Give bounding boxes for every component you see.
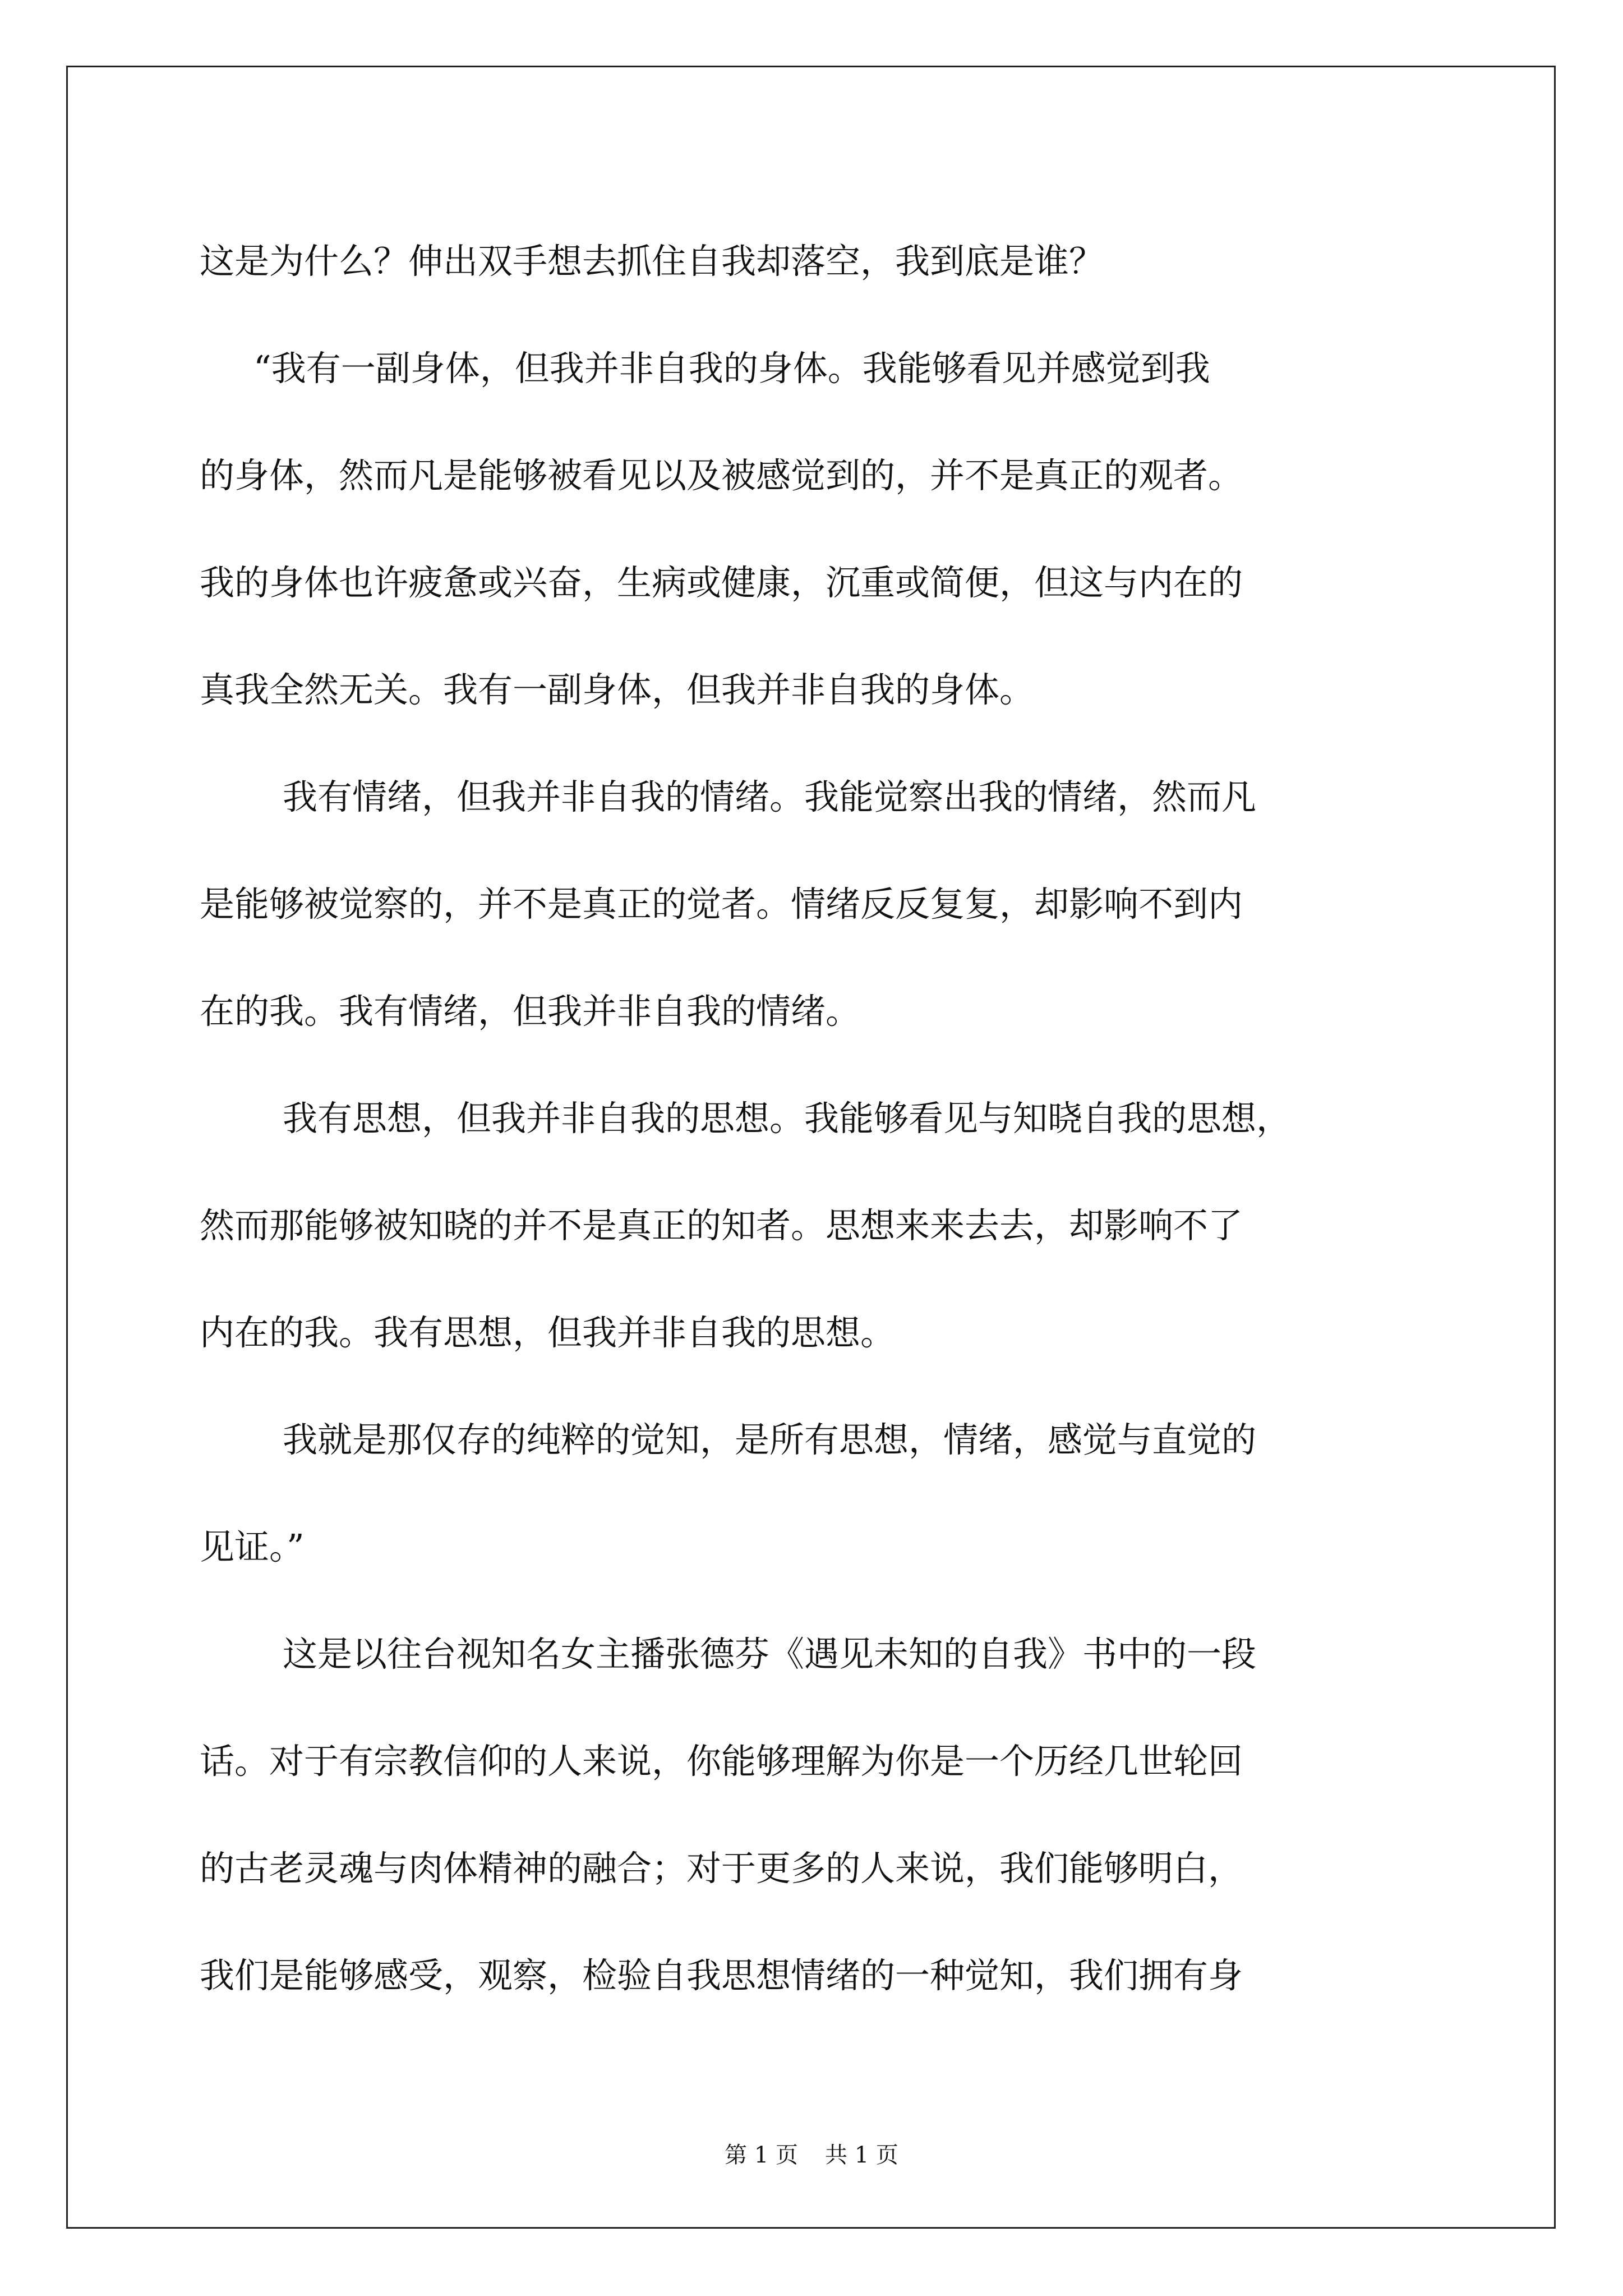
text-line: 这是为什么？伸出双手想去抓住自我却落空，我到底是谁？	[200, 241, 1104, 282]
document-body	[200, 208, 1433, 2029]
text-line: 我有思想，但我并非自我的思想。我能够看见与知晓自我的思想，	[283, 1098, 1292, 1139]
text-line: 在的我。我有情绪，但我并非自我的情绪。	[200, 991, 861, 1032]
text-line: 的身体，然而凡是能够被看见以及被感觉到的，并不是真正的观者。	[200, 455, 1243, 496]
text-line: 的古老灵魂与肉体精神的融合；对于更多的人来说，我们能够明白，	[200, 1848, 1243, 1889]
text-line: 我有情绪，但我并非自我的情绪。我能觉察出我的情绪，然而凡	[283, 776, 1257, 817]
text-line: 见证。”	[200, 1526, 305, 1567]
paragraph-3	[200, 743, 1433, 1065]
text-line: 我们是能够感受，观察，检验自我思想情绪的一种觉知，我们拥有身	[200, 1955, 1243, 1996]
paragraph-4	[200, 1065, 1433, 1386]
paragraph-2	[200, 315, 1433, 743]
paragraph-6	[200, 1600, 1433, 2029]
text-line: 是能够被觉察的，并不是真正的觉者。情绪反反复复，却影响不到内	[200, 884, 1243, 924]
text-line: 这是以往台视知名女主播张德芬《遇见未知的自我》书中的一段	[283, 1634, 1257, 1674]
text-line: 我就是那仅存的纯粹的觉知，是所有思想，情绪，感觉与直觉的	[283, 1419, 1257, 1460]
paragraph-5	[200, 1386, 1433, 1600]
text-line: 我的身体也许疲惫或兴奋，生病或健康，沉重或简便，但这与内在的	[200, 562, 1243, 603]
text-line: 话。对于有宗教信仰的人来说，你能够理解为你是一个历经几世轮回	[200, 1741, 1243, 1782]
page-number: 第 1 页	[725, 2142, 798, 2168]
page-footer	[0, 2137, 1623, 2169]
text-line: 内在的我。我有思想，但我并非自我的思想。	[200, 1312, 896, 1353]
page-total: 共 1 页	[825, 2142, 898, 2168]
text-line: 真我全然无关。我有一副身体，但我并非自我的身体。	[200, 669, 1035, 710]
text-line: 然而那能够被知晓的并不是真正的知者。思想来来去去，却影响不了	[200, 1205, 1243, 1246]
text-line: “我有一副身体，但我并非自我的身体。我能够看见并感觉到我	[253, 348, 1210, 389]
paragraph-1	[200, 208, 1433, 315]
